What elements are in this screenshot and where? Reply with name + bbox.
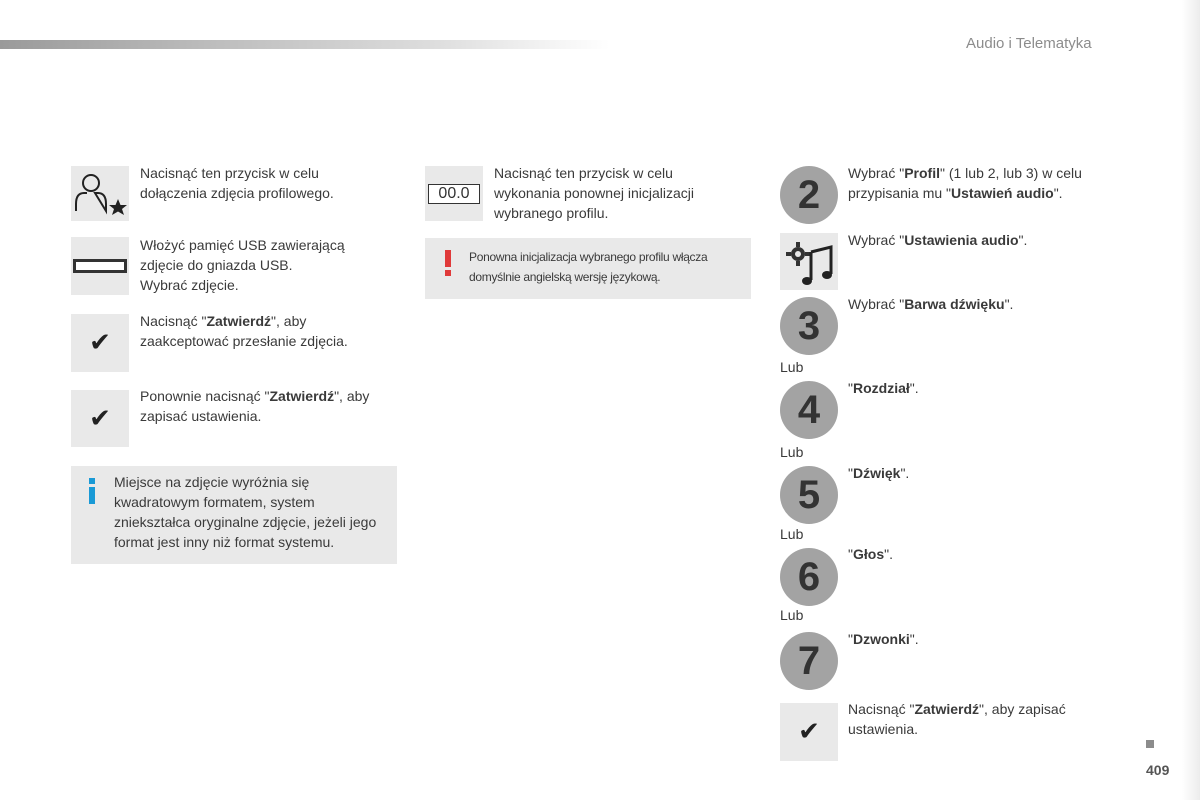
step-number-2: 2: [780, 166, 838, 224]
page-edge-strip: [1182, 0, 1200, 800]
reset-profile-button[interactable]: [425, 166, 483, 221]
text-fragment: ".: [1053, 185, 1063, 201]
step-profile-photo-text: Nacisnąć ten przycisk w celu dołączenia zdjęcia profilowego.: [140, 165, 334, 201]
dzwiek-label: Dźwięk: [852, 465, 901, 481]
page-marker: [1146, 740, 1154, 748]
profile-star-icon: [72, 167, 128, 221]
display-value: 00.0: [428, 184, 480, 204]
zatwierdz-label: Zatwierdź: [914, 701, 980, 717]
text-fragment: Wybrać ": [848, 296, 905, 312]
confirm-save-button[interactable]: [71, 390, 129, 447]
step-usb-text: [140, 235, 400, 295]
step-number-3: 3: [780, 297, 838, 355]
step-sound-text: [848, 463, 1128, 483]
step-usb-line2: zdjęcie do gniazda USB.: [140, 257, 293, 273]
ustawienia-audio-label: Ustawienia audio: [904, 232, 1019, 248]
checkmark-icon: ✔: [89, 403, 111, 434]
rozdzial-label: Rozdział: [852, 380, 910, 396]
step-usb-line3: Wybrać zdjęcie.: [140, 277, 239, 293]
step-confirm-audio-text: [848, 699, 1108, 739]
step-ringtones-text: [848, 629, 1128, 649]
dzwonki-label: Dzwonki: [852, 631, 910, 647]
text-fragment: Wybrać ": [848, 232, 905, 248]
page-number: 409: [1146, 762, 1170, 778]
confirm-upload-button[interactable]: [71, 314, 129, 372]
profil-label: Profil: [904, 165, 940, 181]
warning-icon: [444, 250, 452, 276]
step-audio-settings-text: [848, 230, 1128, 250]
confirm-audio-button[interactable]: [780, 703, 838, 761]
text-fragment: zapisać ustawienia.: [140, 408, 262, 424]
step-reset-profile-text: Nacisnąć ten przycisk w celu wykonania ponownej inicjalizacji wybranego profilu.: [494, 165, 694, 221]
text-fragment: ", aby zapisać ustawienia.: [848, 701, 1066, 737]
text-fragment: ".: [1018, 232, 1028, 248]
or-label: Lub: [780, 444, 804, 460]
text-fragment: ".: [900, 465, 910, 481]
or-label: Lub: [780, 607, 804, 623]
text-fragment: ".: [1004, 296, 1014, 312]
text-fragment: ", aby: [334, 388, 370, 404]
text-fragment: zaakceptować przesłanie zdjęcia.: [140, 333, 348, 349]
text-fragment: ".: [909, 380, 919, 396]
section-title: Audio i Telematyka: [966, 35, 1092, 52]
info-note-box: [71, 466, 397, 564]
checkmark-icon: ✔: [798, 717, 820, 747]
text-fragment: ", aby: [271, 313, 307, 329]
warning-note-text: Ponowna inicjalizacja wybranego profilu włącza domyślnie angielską wersję językową.: [469, 250, 708, 284]
ustawien-audio-label: Ustawień audio: [951, 185, 1054, 201]
step-profile-select-text: [848, 163, 1128, 203]
zatwierdz-label: Zatwierdź: [269, 388, 335, 404]
or-label: Lub: [780, 359, 804, 375]
text-fragment: ": [848, 631, 853, 647]
warning-note-box: [425, 238, 751, 299]
text-fragment: " (1 lub 2, lub 3) w celu przypisania mu ": [848, 165, 1082, 201]
step-usb-line1: Włożyć pamięć USB zawierającą: [140, 237, 345, 253]
glos-label: Głos: [852, 546, 885, 562]
text-fragment: ".: [884, 546, 893, 562]
zatwierdz-label: Zatwierdź: [206, 313, 272, 329]
step-confirm-upload-text: [140, 311, 400, 351]
info-note-text: Miejsce na zdjęcie wyróżnia się kwadratowym formatem, system zniekształca oryginalne zdjęcie, jeżeli jego format jest inny niż format systemu.: [114, 474, 377, 550]
checkmark-icon: ✔: [89, 328, 111, 358]
text-fragment: ": [848, 546, 853, 562]
step-number-7: 7: [780, 632, 838, 690]
or-label: Lub: [780, 526, 804, 542]
text-fragment: Nacisnąć ": [848, 701, 915, 717]
text-fragment: Ponownie nacisnąć ": [140, 388, 270, 404]
step-confirm-save-text: [140, 386, 410, 426]
profile-photo-button[interactable]: [71, 166, 129, 221]
text-fragment: Wybrać ": [848, 165, 905, 181]
usb-port-icon: [73, 259, 127, 273]
step-voice-text: [848, 544, 1128, 564]
barwa-dzwieku-label: Barwa dźwięku: [904, 296, 1005, 312]
step-tone-text: [848, 294, 1128, 314]
text-fragment: ": [848, 380, 853, 396]
usb-port: [71, 237, 129, 295]
text-fragment: Nacisnąć ": [140, 313, 207, 329]
audio-settings-button[interactable]: [780, 233, 838, 290]
step-number-5: 5: [780, 466, 838, 524]
step-number-6: 6: [780, 548, 838, 606]
step-number-4: 4: [780, 381, 838, 439]
text-fragment: ".: [909, 631, 919, 647]
header-gradient-bar: [0, 40, 610, 49]
gear-music-icon: [781, 234, 837, 290]
text-fragment: ": [848, 465, 853, 481]
step-balance-text: [848, 378, 1128, 398]
